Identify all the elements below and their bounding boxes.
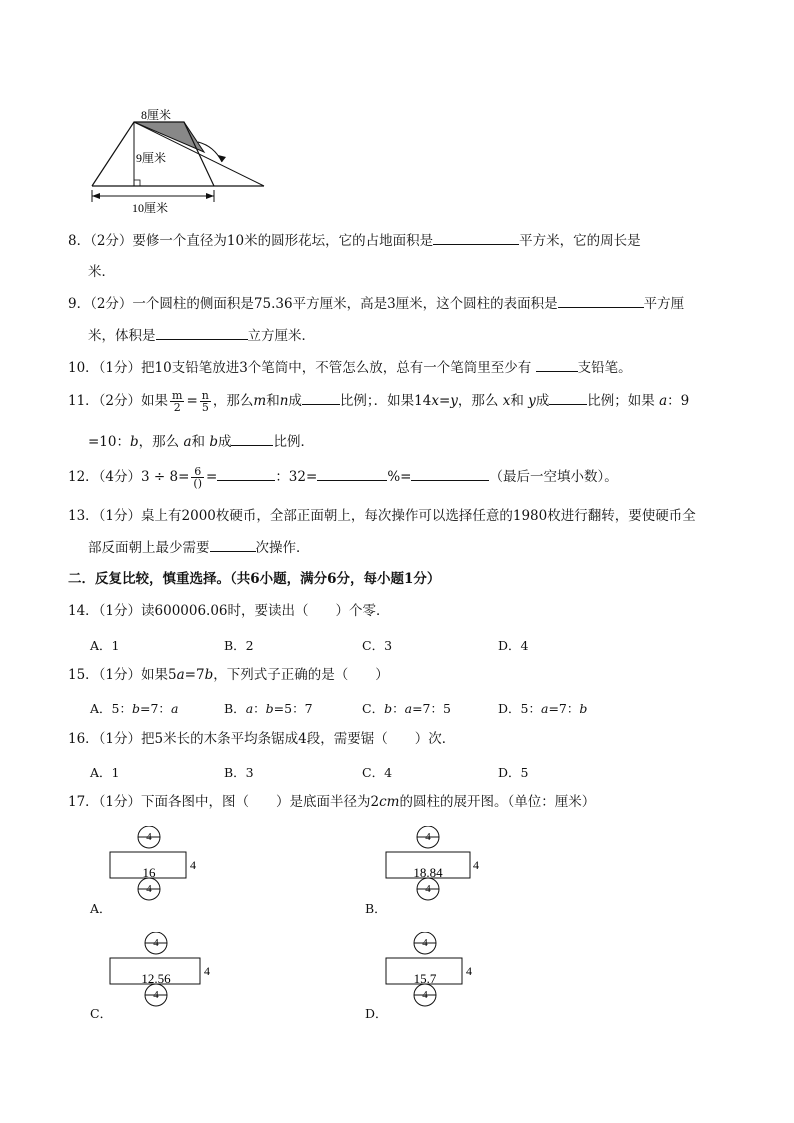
rect-label: 15.7 <box>413 971 437 986</box>
net-figure-c[interactable] <box>108 932 218 1012</box>
q12-blank-2[interactable] <box>317 467 387 481</box>
label-top: 8厘米 <box>141 108 172 122</box>
side-label: 4 <box>204 964 210 978</box>
fraction-m-over-2: $\frac{m}{2}$ <box>172 389 183 414</box>
bottom-circle-label: 4 <box>425 883 431 895</box>
question-16: 16．（1分）把5米长的木条平均条锯成4段，需要锯（ ）次． <box>68 731 456 747</box>
q15-option-c[interactable]: C．b：a=7：5 <box>362 701 451 716</box>
right-angle-mark <box>134 180 140 186</box>
q14-option-a[interactable]: A．1 <box>90 638 120 653</box>
q9-blank-volume[interactable] <box>156 326 248 340</box>
bottom-circle-label: 4 <box>146 883 152 895</box>
question-11: 11．（2分）如果 $\frac{m}{2}$ = $\frac{n}{5}$ ，那么m和n成 比例；．如果14x=y，那么 x和 y成 比例；如果 a：9 <box>68 389 690 414</box>
question-8-line2: 米． <box>88 264 115 280</box>
top-circle-label: 4 <box>422 937 428 949</box>
shaded-triangle <box>134 122 204 152</box>
fraction-n-over-5: $\frac{n}{5}$ <box>201 389 209 414</box>
q14-option-c[interactable]: C．3 <box>362 638 393 653</box>
figure-a-label: A． <box>90 901 112 916</box>
q13-blank[interactable] <box>210 538 256 552</box>
q16-option-a[interactable]: A．1 <box>90 765 120 780</box>
q16-option-c[interactable]: C．4 <box>362 765 393 780</box>
q14-option-b[interactable]: B．2 <box>224 638 254 653</box>
label-height: 9厘米 <box>136 151 167 165</box>
question-14: 14．（1分）读600006.06时，要读出（ ）个零． <box>68 603 390 619</box>
side-label: 4 <box>190 858 196 872</box>
bottom-circle-label: 4 <box>422 989 428 1001</box>
q16-option-b[interactable]: B．3 <box>224 765 254 780</box>
q11-blank-3[interactable] <box>231 432 273 446</box>
bottom-circle-label: 4 <box>153 989 159 1001</box>
dimension-arrow-right <box>206 193 214 199</box>
q12-blank-3[interactable] <box>411 467 489 481</box>
net-figure-d[interactable] <box>384 932 484 1012</box>
figure-d-label: D． <box>365 1006 388 1021</box>
q12-blank-1[interactable] <box>217 467 275 481</box>
question-12: 12．（4分）3 ÷ 8= $\frac{6}{()}$ = ：32= %= （最后一空填小数）。 <box>68 465 618 490</box>
q15-option-a[interactable]: A．5：b=7：a <box>90 701 179 716</box>
top-circle-label: 4 <box>153 937 159 949</box>
q15-option-b[interactable]: B．a：b=5：7 <box>224 701 313 716</box>
question-13-line2: 部反面朝上最少需要 次操作． <box>88 540 310 556</box>
rect-label: 12.56 <box>141 971 171 986</box>
rect-label: 16 <box>142 865 156 880</box>
question-13: 13．（1分）桌上有2000枚硬币，全部正面朝上，每次操作可以选择任意的1980枚进行翻转，要使硬币全 <box>68 508 696 524</box>
side-label: 4 <box>466 964 472 978</box>
question-17: 17．（1分）下面各图中，图（ ）是底面半径为2cm的圆柱的展开图。（单位：厘米） <box>68 794 596 810</box>
top-circle-label: 4 <box>146 831 152 843</box>
q14-option-d[interactable]: D．4 <box>498 638 529 653</box>
rotation-arrowhead <box>218 155 226 162</box>
question-15: 15．（1分）如果5a=7b，下列式子正确的是（ ） <box>68 667 389 683</box>
q10-blank[interactable] <box>536 358 578 372</box>
q11-blank-1[interactable] <box>302 391 340 405</box>
net-figure-b[interactable] <box>384 826 484 906</box>
fraction-6-over-blank: $\frac{6}{()}$ <box>193 465 202 490</box>
side-label: 4 <box>473 858 479 872</box>
trapezoid-figure <box>80 100 280 218</box>
rect-label: 18.84 <box>413 865 443 880</box>
q15-option-d[interactable]: D．5：a=7：b <box>498 701 588 716</box>
figure-c-label: C． <box>90 1006 113 1021</box>
top-circle-label: 4 <box>425 831 431 843</box>
question-9: 9．（2分）一个圆柱的侧面积是75.36平方厘米，高是3厘米，这个圆柱的表面积是 平方厘 <box>68 296 685 312</box>
figure-b-label: B． <box>365 901 387 916</box>
question-8: 8．（2分）要修一个直径为10米的圆形花坛，它的占地面积是 平方米，它的周长是 <box>68 233 641 249</box>
dimension-arrow-left <box>92 193 100 199</box>
question-11-line2: =10：b，那么 a和 b成 比例． <box>88 434 314 450</box>
question-9-line2: 米，体积是 立方厘米． <box>88 328 315 344</box>
net-figure-a[interactable] <box>108 826 208 906</box>
question-10: 10．（1分）把10支铅笔放进3个笔筒中，不管怎么放，总有一个笔筒里至少有 支铅笔。 <box>68 360 632 376</box>
q8-blank-area[interactable] <box>433 231 519 245</box>
q9-blank-surface[interactable] <box>558 294 644 308</box>
q16-option-d[interactable]: D．5 <box>498 765 529 780</box>
q11-blank-2[interactable] <box>549 391 587 405</box>
label-bottom: 10厘米 <box>132 201 169 215</box>
section-2-heading: 二．反复比较，慎重选择。（共6小题，满分6分，每小题1分） <box>68 571 441 587</box>
